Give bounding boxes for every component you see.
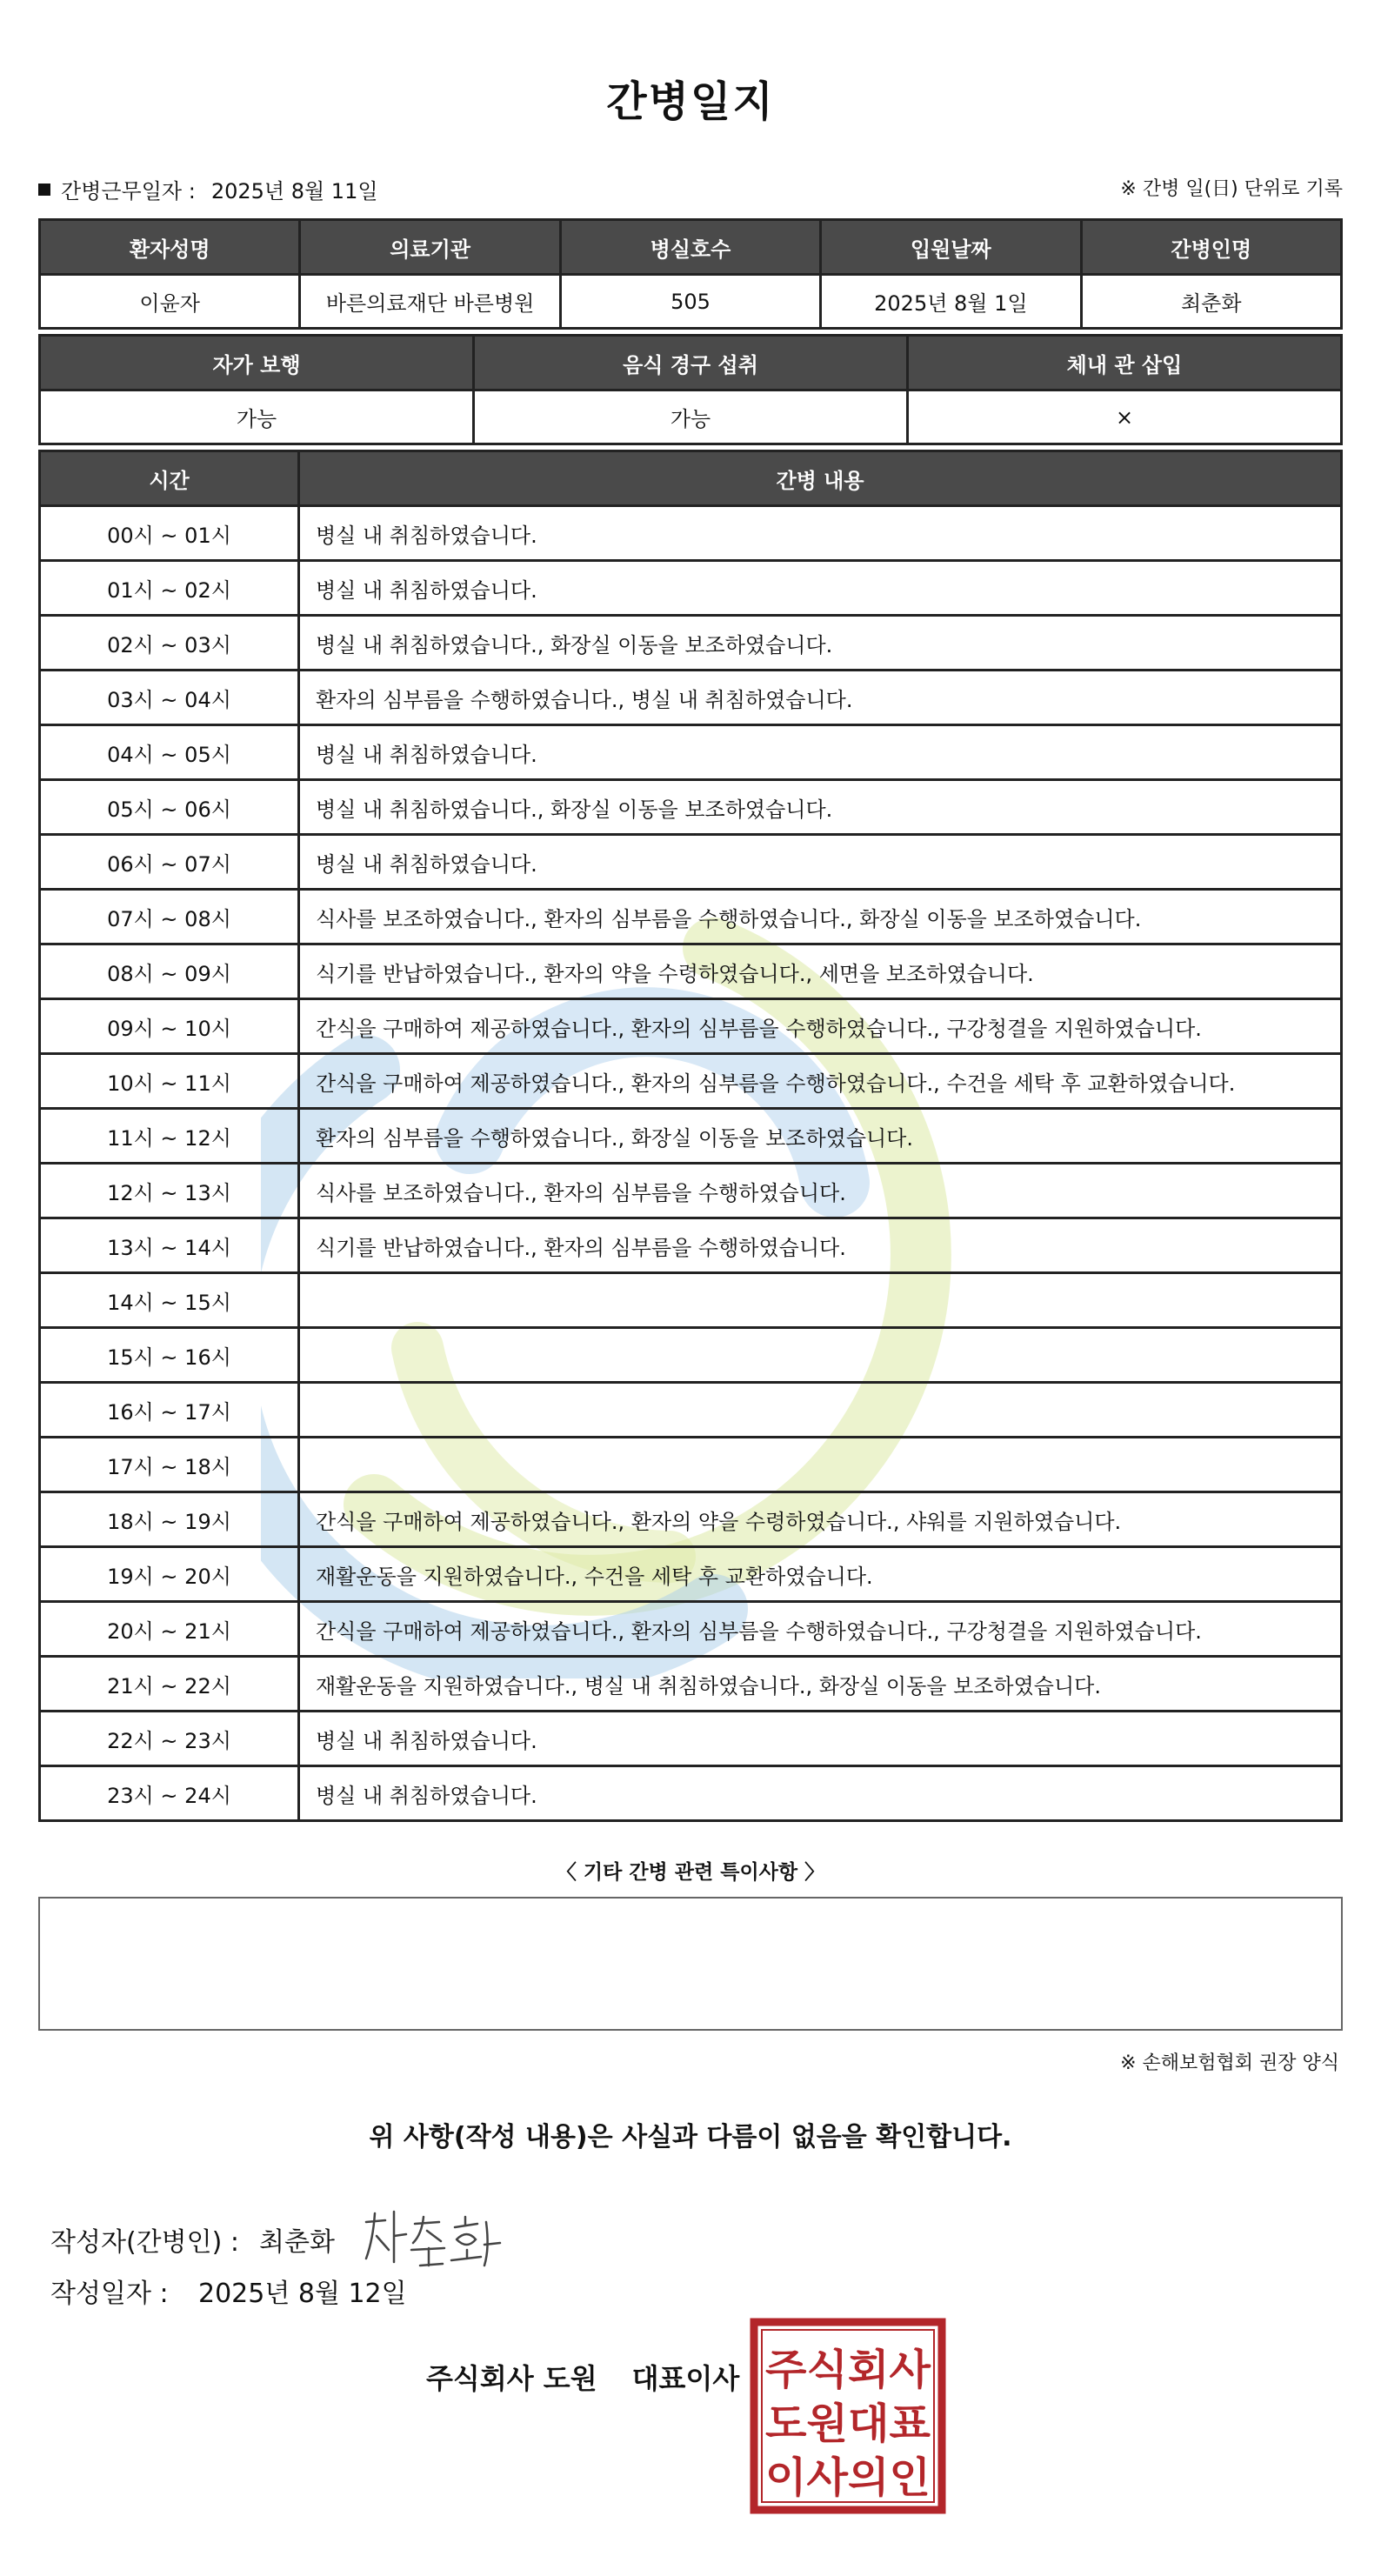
content-cell [299,1273,1342,1328]
work-date-value: 2025년 8월 11일 [210,179,378,204]
content-cell: 병실 내 취침하였습니다. [299,1712,1342,1766]
header-care-content: 간병 내용 [299,451,1342,506]
time-cell: 09시 ~ 10시 [40,999,299,1054]
hospital: 바른의료재단 바른병원 [300,275,560,329]
content-cell: 식기를 반납하였습니다., 환자의 약을 수령하였습니다., 세면을 보조하였습니다. [299,944,1342,999]
content-cell: 식사를 보조하였습니다., 환자의 심부름을 수행하였습니다. [299,1164,1342,1218]
confirmation-statement: 위 사항(작성 내용)은 사실과 다름이 없음을 확인합니다. [369,2122,1012,2152]
company-signature [426,2357,739,2397]
written-date-label: 작성일자 : [50,2279,169,2309]
content-cell: 병실 내 취침하였습니다., 화장실 이동을 보조하였습니다. [299,616,1342,671]
time-cell: 11시 ~ 12시 [40,1109,299,1164]
time-cell: 21시 ~ 22시 [40,1657,299,1712]
header-time: 시간 [40,451,299,506]
seal-line-1: 주식회사 [765,2346,931,2394]
table-header-row [40,220,1342,275]
table-row [40,780,1342,835]
table-row [40,506,1342,561]
content-cell: 식사를 보조하였습니다., 환자의 심부름을 수행하였습니다., 화장실 이동을 보조하였습니다. [299,890,1342,944]
table-header-row [40,336,1342,390]
table-header-row [40,451,1342,506]
table-row [40,616,1342,671]
seal-line-3: 이사의인 [765,2453,931,2502]
header-admission-date: 입원날짜 [821,220,1081,275]
content-cell: 병실 내 취침하였습니다. [299,835,1342,890]
table-row [40,1164,1342,1218]
time-cell: 05시 ~ 06시 [40,780,299,835]
table-row [40,1547,1342,1602]
header-oral-intake: 음식 경구 섭취 [474,336,908,390]
content-cell [299,1383,1342,1438]
time-cell: 13시 ~ 14시 [40,1218,299,1273]
tube-insertion: × [908,390,1342,444]
table-row [40,890,1342,944]
content-cell: 병실 내 취침하였습니다., 화장실 이동을 보조하였습니다. [299,780,1342,835]
time-cell: 03시 ~ 04시 [40,671,299,725]
self-walking: 가능 [40,390,474,444]
form-footnote: ※ 손해보험협회 권장 양식 [1120,2052,1339,2074]
patient-name: 이윤자 [40,275,300,329]
content-cell: 재활운동을 지원하였습니다., 수건을 세탁 후 교환하였습니다. [299,1547,1342,1602]
handwritten-signature [359,2205,507,2274]
written-date-value: 2025년 8월 12일 [198,2279,407,2309]
table-row [40,1109,1342,1164]
time-cell: 01시 ~ 02시 [40,561,299,616]
writer-name: 최춘화 [259,2227,335,2258]
content-cell: 간식을 구매하여 제공하였습니다., 환자의 심부름을 수행하였습니다., 구강청결을 지원하였습니다. [299,999,1342,1054]
time-cell: 10시 ~ 11시 [40,1054,299,1109]
table-row [40,835,1342,890]
table-row [40,671,1342,725]
header-tube-insertion: 체내 관 삽입 [908,336,1342,390]
admission-date: 2025년 8월 1일 [821,275,1081,329]
room-number: 505 [560,275,820,329]
unit-note: ※ 간병 일(日) 단위로 기록 [1120,178,1343,200]
header-patient-name: 환자성명 [40,220,300,275]
time-cell: 20시 ~ 21시 [40,1602,299,1657]
written-date-row [50,2272,407,2310]
content-cell: 병실 내 취침하였습니다. [299,725,1342,780]
content-cell: 재활운동을 지원하였습니다., 병실 내 취침하였습니다., 화장실 이동을 보조하였습니다. [299,1657,1342,1712]
time-cell: 18시 ~ 19시 [40,1492,299,1547]
table-row [40,390,1342,444]
oral-intake: 가능 [474,390,908,444]
content-cell: 간식을 구매하여 제공하였습니다., 환자의 심부름을 수행하였습니다., 구강청결을 지원하였습니다. [299,1602,1342,1657]
table-row [40,944,1342,999]
content-cell [299,1328,1342,1383]
time-cell: 12시 ~ 13시 [40,1164,299,1218]
table-row [40,1492,1342,1547]
caregiver-name: 최춘화 [1081,275,1341,329]
seal-line-2: 도원대표 [765,2399,931,2448]
time-cell: 17시 ~ 18시 [40,1438,299,1492]
table-row [40,275,1342,329]
writer-label: 작성자(간병인) : [50,2227,239,2258]
care-log-table [38,450,1343,1822]
header-caregiver-name: 간병인명 [1081,220,1341,275]
table-row [40,1218,1342,1273]
content-cell: 간식을 구매하여 제공하였습니다., 환자의 약을 수령하였습니다., 샤워를 지원하였습니다. [299,1492,1342,1547]
content-cell: 병실 내 취침하였습니다. [299,561,1342,616]
time-cell: 15시 ~ 16시 [40,1328,299,1383]
company-name: 주식회사 도원 [426,2362,597,2395]
company-seal [750,2318,946,2514]
content-cell: 병실 내 취침하였습니다. [299,1766,1342,1821]
patient-info-table [38,218,1343,330]
table-row [40,1602,1342,1657]
content-cell: 식기를 반납하였습니다., 환자의 심부름을 수행하였습니다. [299,1218,1342,1273]
page-title: 간병일지 [606,77,775,126]
table-row [40,1438,1342,1492]
writer-row [50,2205,507,2274]
content-cell [299,1438,1342,1492]
table-row [40,561,1342,616]
table-row [40,1712,1342,1766]
time-cell: 23시 ~ 24시 [40,1766,299,1821]
table-row [40,1273,1342,1328]
header-room-number: 병실호수 [560,220,820,275]
time-cell: 07시 ~ 08시 [40,890,299,944]
work-date [38,174,378,204]
header-self-walking: 자가 보행 [40,336,474,390]
time-cell: 22시 ~ 23시 [40,1712,299,1766]
representative-title: 대표이사 [631,2362,740,2395]
time-cell: 00시 ~ 01시 [40,506,299,561]
remarks-box [38,1897,1343,2031]
work-date-label: 간병근무일자 : [61,179,196,204]
time-cell: 08시 ~ 09시 [40,944,299,999]
table-row [40,1383,1342,1438]
square-bullet-icon [38,184,50,196]
table-row [40,1657,1342,1712]
table-row [40,725,1342,780]
content-cell: 환자의 심부름을 수행하였습니다., 병실 내 취침하였습니다. [299,671,1342,725]
remarks-title: 〈 기타 간병 관련 특이사항 〉 [556,1861,825,1884]
time-cell: 19시 ~ 20시 [40,1547,299,1602]
table-row [40,1766,1342,1821]
time-cell: 04시 ~ 05시 [40,725,299,780]
time-cell: 02시 ~ 03시 [40,616,299,671]
time-cell: 06시 ~ 07시 [40,835,299,890]
time-cell: 14시 ~ 15시 [40,1273,299,1328]
meta-row [38,174,1343,205]
table-row [40,1328,1342,1383]
content-cell: 간식을 구매하여 제공하였습니다., 환자의 심부름을 수행하였습니다., 수건을 세탁 후 교환하였습니다. [299,1054,1342,1109]
content-cell: 환자의 심부름을 수행하였습니다., 화장실 이동을 보조하였습니다. [299,1109,1342,1164]
table-row [40,999,1342,1054]
content-cell: 병실 내 취침하였습니다. [299,506,1342,561]
table-row [40,1054,1342,1109]
time-cell: 16시 ~ 17시 [40,1383,299,1438]
header-hospital: 의료기관 [300,220,560,275]
patient-status-table [38,334,1343,445]
